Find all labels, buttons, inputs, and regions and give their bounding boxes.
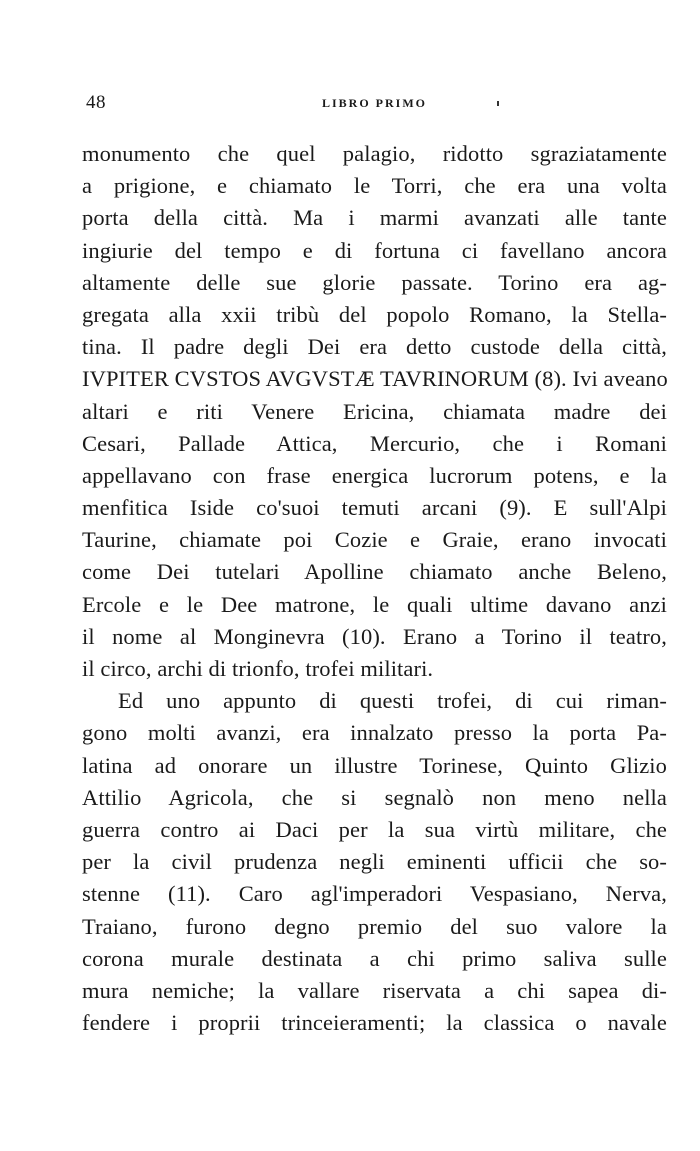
text-line: Ercole e le Dee matrone, le quali ultime davano anzi xyxy=(82,591,667,617)
page-header xyxy=(82,92,667,118)
text-line: altari e riti Venere Ericina, chiamata madre dei xyxy=(82,398,667,424)
text-line: tina. Il padre degli Dei era detto custode della città, xyxy=(82,334,667,360)
text-line: ingiurie del tempo e di fortuna ci favellano ancora xyxy=(82,237,667,263)
body-text xyxy=(82,138,667,1039)
text-line: appellavano con frase energica lucrorum potens, e la xyxy=(82,462,667,488)
text-line: come Dei tutelari Apolline chiamato anche Beleno, xyxy=(82,559,667,585)
text-line: Cesari, Pallade Attica, Mercurio, che i Romani xyxy=(82,430,667,456)
text-line: latina ad onorare un illustre Torinese, Quinto Glizio xyxy=(82,752,667,778)
page-number: 48 xyxy=(86,92,106,113)
text-line: altamente delle sue glorie passate. Torino era ag- xyxy=(82,269,667,295)
text-line: fendere i proprii trinceieramenti; la classica o navale xyxy=(82,1010,667,1036)
text-line: menfitica Iside co'suoi temuti arcani (9). E sull'Alpi xyxy=(82,495,667,521)
text-line: guerra contro ai Daci per la sua virtù militare, che xyxy=(82,816,667,842)
text-line: Attilio Agricola, che si segnalò non meno nella xyxy=(82,784,667,810)
text-line: corona murale destinata a chi primo saliva sulle xyxy=(82,945,667,971)
text-line: gono molti avanzi, era innalzato presso la porta Pa- xyxy=(82,720,667,746)
text-line: Taurine, chiamate poi Cozie e Graie, erano invocati xyxy=(82,527,667,553)
text-line: IVPITER CVSTOS AVGVSTÆ TAVRINORUM (8). Ivi aveano xyxy=(82,366,668,392)
text-line: stenne (11). Caro agl'imperadori Vespasiano, Nerva, xyxy=(82,881,667,907)
text-line: Traiano, furono degno premio del suo valore la xyxy=(82,913,667,939)
text-line: il nome al Monginevra (10). Erano a Torino il teatro, xyxy=(82,623,667,649)
text-line: porta della città. Ma i marmi avanzati alle tante xyxy=(82,205,667,231)
text-line: per la civil prudenza negli eminenti ufficii che so- xyxy=(82,849,667,875)
text-line: Ed uno appunto di questi trofei, di cui riman- xyxy=(118,688,667,714)
text-line: a prigione, e chiamato le Torri, che era una volta xyxy=(82,173,667,199)
running-head: LIBRO PRIMO xyxy=(321,96,427,110)
text-line: il circo, archi di trionfo, trofei militari. xyxy=(82,656,434,681)
text-line: gregata alla xxii tribù del popolo Romano, la Stella- xyxy=(82,301,667,327)
text-line: mura nemiche; la vallare riservata a chi sapea di- xyxy=(82,977,667,1003)
text-line: monumento che quel palagio, ridotto sgraziatamente xyxy=(82,141,667,166)
ink-speck xyxy=(497,101,499,106)
